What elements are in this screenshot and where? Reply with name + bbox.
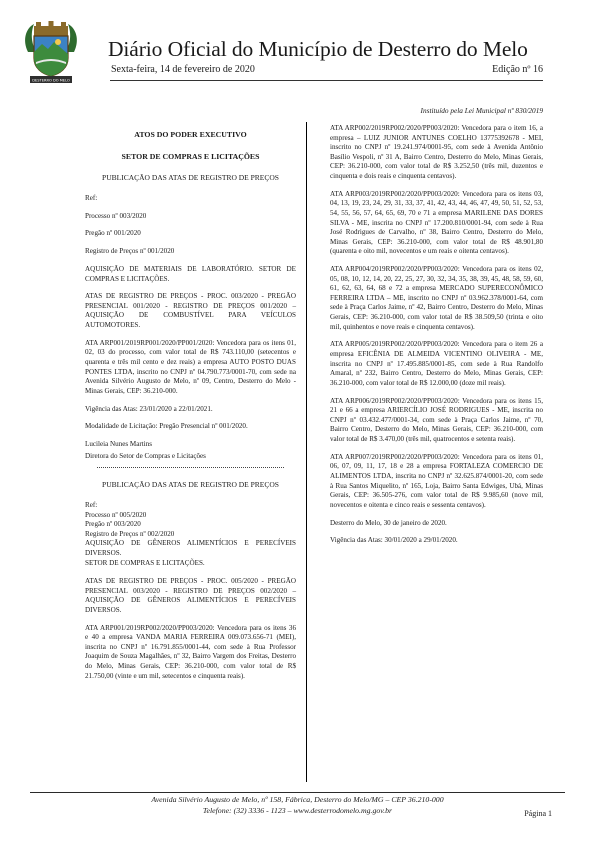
- page-number: Página 1: [524, 809, 552, 818]
- ata-entry: ATA ARP004/2019RP002/2020/PP003/2020: Vencedora para os itens 02, 05, 08, 10, 12, 14, 20, 22, 25, 27, 30, 32, 34, 35, 38, 39, 45, 48, 58, 59, 60, 61, 62, 63, 64, 68 e 72 a empresa MERCADO SUPERECONÔMICO FERREIRA LTDA – ME, inscrito no CNPJ nº 03.962.378/0001-64, com sede à Praça Carlos Jaime, nº 42, Bairro Centro, Desterro do Melo, Minas Gerais, CEP: 36.210-000, com valor total de R$ 38.509,50 (trinta e oito mil, quinhentos e nove reais e cinquenta centavos).: [330, 265, 543, 331]
- reference-block: [85, 501, 296, 568]
- section-heading-executive: ATOS DO PODER EXECUTIVO: [134, 130, 247, 139]
- registry-number: Registro de Preços nº 002/2020: [85, 529, 175, 538]
- signatory-role: Diretora do Setor de Compras e Licitações: [85, 451, 206, 460]
- publication-heading: PUBLICAÇÃO DAS ATAS DE REGISTRO DE PREÇOS: [102, 173, 279, 183]
- column-divider: [306, 122, 307, 782]
- section-heading-purchasing: SETOR DE COMPRAS E LICITAÇÕES: [121, 151, 260, 161]
- object-sector-text: SETOR DE COMPRAS E LICITAÇÕES.: [85, 558, 205, 567]
- publication-heading: PUBLICAÇÃO DAS ATAS DE REGISTRO DE PREÇOS: [102, 480, 279, 490]
- ata-entry: ATA ARP001/2019RP001/2020/PP001/2020: Vencedora para os itens 01, 02, 03 do processo, com valor total de R$ 743.110,00 (setecentos e quarenta e três mil cento e dez reais) a empresa AUTO POSTO DUAS PONTES LTDA, inscrito no CNPJ nº 04.790.773/0001-70, com sede na Avenida Silvério Augusto de Melo, nº 09, Centro, Desterro do Melo - Minas Gerais, CEP: 36.210-000.: [85, 338, 296, 395]
- atas-summary: ATAS DE REGISTRO DE PREÇOS - PROC. 003/2020 - PREGÃO PRESENCIAL 001/2020 - REGISTRO DE PREÇOS 001/2020 – AQUISIÇÃO DE COMBUSTÍVEL PARA VEÍCULOS AUTOMOTORES.: [85, 292, 296, 330]
- footer-address: Avenida Silvério Augusto de Melo, nº 158, Fábrica, Desterro do Melo/MG – CEP 36.210-000: [151, 795, 444, 804]
- ata-entry: ATA ARP003/2019RP002/2020/PP003/2020: Vencedora para os itens 03, 04, 13, 19, 23, 24, 29, 31, 33, 37, 41, 42, 43, 44, 46, 47, 49, 50, 51, 52, 53, 54, 55, 56, 57, 64, 65, 69, 70 e 71 a empresa MARILENE DAS DORES SILVA - ME, inscrita no CNPJ nº 17.200.810/0001-94, com sede à Rua José Rodrigues de Carvalho, nº 38, Bairro Centro, Desterro do Melo, Minas Gerais, CEP: 36.210-000, com valor total de R$ 48.901,80 (quarenta e oito mil, novecentos e um reais e oitenta centavos).: [330, 189, 543, 256]
- municipal-seal: [20, 18, 82, 90]
- edition-number: Edição nº 16: [492, 64, 543, 75]
- ref-label: Ref:: [85, 193, 98, 202]
- right-column: [330, 124, 543, 554]
- registry-number: Registro de Preços nº 001/2020: [85, 247, 175, 256]
- dotted-separator: [97, 467, 284, 468]
- footer-divider: [30, 792, 565, 793]
- founding-law: Instituído pela Lei Municipal nº 830/2019: [420, 106, 543, 115]
- process-number: Processo nº 003/2020: [85, 211, 147, 220]
- ata-entry: ATA ARP002/2019RP002/2020/PP003/2020: Vencedora para o item 16, a empresa – LUIZ JUNIOR ANTUNES COELHO 13775392678 - MEI, inscrito no CNPJ nº 19.241.974/0001-95, com sede à Avenida Antônio Basílio Vespoli, nº 31 A, Bairro Centro, Desterro do Melo, Minas Gerais, CEP: 36.210-000, com valor total de R$ 3.252,50 (três mil, duzentos e cinquenta e dois reais e cinquenta centavos).: [330, 124, 543, 180]
- footer-contact: Telefone: (32) 3336 - 1123 – www.desterrodomelo.mg.gov.br: [202, 806, 393, 815]
- pregao-number: Pregão nº 003/2020: [85, 520, 141, 529]
- date-place: Desterro do Melo, 30 de janeiro de 2020.: [330, 518, 447, 527]
- object-text: AQUISIÇÃO DE MATERIAIS DE LABORATÓRIO. SETOR DE COMPRAS E LICITAÇÕES.: [85, 264, 296, 283]
- ref-label: Ref:: [85, 500, 98, 509]
- ata-entry: ATA ARP001/2019RP002/2020/PP003/2020: Vencedora para os itens 36 e 40 a empresa VANDA MARIA FERREIRA 009.073.656-71 (MEI), inscrita no CNPJ nº 16.791.855/0001-44, com sede à Rua Professor Joaquim de Souza Magalhães, nº 32, Bairro Vargem dos Freitas, Desterro do Melo, Minas Gerais, CEP: 36.210-000, com valor total de R$ 21.750,00 (vinte e um mil, setecentos e cinquenta reais).: [85, 623, 296, 680]
- ata-entry: ATA ARP007/2019RP002/2020/PP003/2020: Vencedora para os itens 01, 06, 07, 09, 11, 17, 18 e 28 a empresa FORTALEZA COMERCIO DE ALIMENTOS LTDA, inscrita no CNPJ nº 32.625.874/0001-20, com sede à Rua Santos Miquelito, nº 165, Loja, Bairro Santa Edwiges, Ubá, Minas Gerais, CEP: 36.505-276, com valor total de R$ 9.985,60 (nove mil, novecentos e oitenta e cinco reais e sessenta centavos).: [330, 452, 543, 509]
- header-divider: [110, 80, 543, 81]
- ata-entry: ATA ARP006/2019RP002/2020/PP003/2020: Vencedora para os itens 15, 21 e 66 a empresa ARIERCÍLIO JOSÉ RODRIGUES - ME, inscrita no CNPJ nº 03.432.477/0001-34, com sede à Praça Carlos Jaime, nº 70, Bairro Centro, Desterro do Melo, Minas Gerais, CEP: 36.210-000, com valor total de R$ 3.470,00 (três mil, quatrocentos e setenta reais).: [330, 396, 543, 443]
- pregao-number: Pregão nº 001/2020: [85, 229, 141, 238]
- object-text: AQUISIÇÃO DE GÊNEROS ALIMENTÍCIOS E PERECÍVEIS DIVERSOS.: [85, 539, 296, 557]
- atas-summary: ATAS DE REGISTRO DE PREÇOS - PROC. 005/2020 - PREGÃO PRESENCIAL 003/2020 - REGISTRO DE PREÇOS 002/2020 – AQUISIÇÃO DE GÊNEROS ALIMENTÍCIOS E PERECÍVEIS DIVERSOS.: [85, 577, 296, 614]
- left-column: [85, 124, 296, 689]
- validity-text: Vigência das Atas: 30/01/2020 a 29/01/2020.: [330, 536, 458, 545]
- modality-text: Modalidade de Licitação: Pregão Presencial nº 001/2020.: [85, 422, 248, 431]
- newspaper-title: Diário Oficial do Município de Desterro do Melo: [108, 37, 528, 61]
- process-number: Processo nº 005/2020: [85, 510, 147, 519]
- issue-date: Sexta-feira, 14 de fevereiro de 2020: [111, 64, 255, 75]
- ata-entry: ATA ARP005/2019RP002/2020/PP003/2020: Vencedora para o item 26 a empresa EFICÊNIA DE ALMEIDA VICENTINO OLIVEIRA - ME, inscrita no CNPJ nº 17.495.885/0001-85, com sede à Rua Randolfo Amaral, nº 232, Bairro Centro, Desterro do Melo, Minas Gerais, CEP: 36.210-000, com valor total de R$ 12.000,00 (doze mil reais).: [330, 340, 543, 387]
- signatory-name: Lucileia Nunes Martins: [85, 440, 152, 449]
- seal-ribbon-text: DESTERRO DO MELO: [32, 78, 70, 83]
- validity-text: Vigência das Atas: 23/01/2020 a 22/01/2021.: [85, 404, 213, 413]
